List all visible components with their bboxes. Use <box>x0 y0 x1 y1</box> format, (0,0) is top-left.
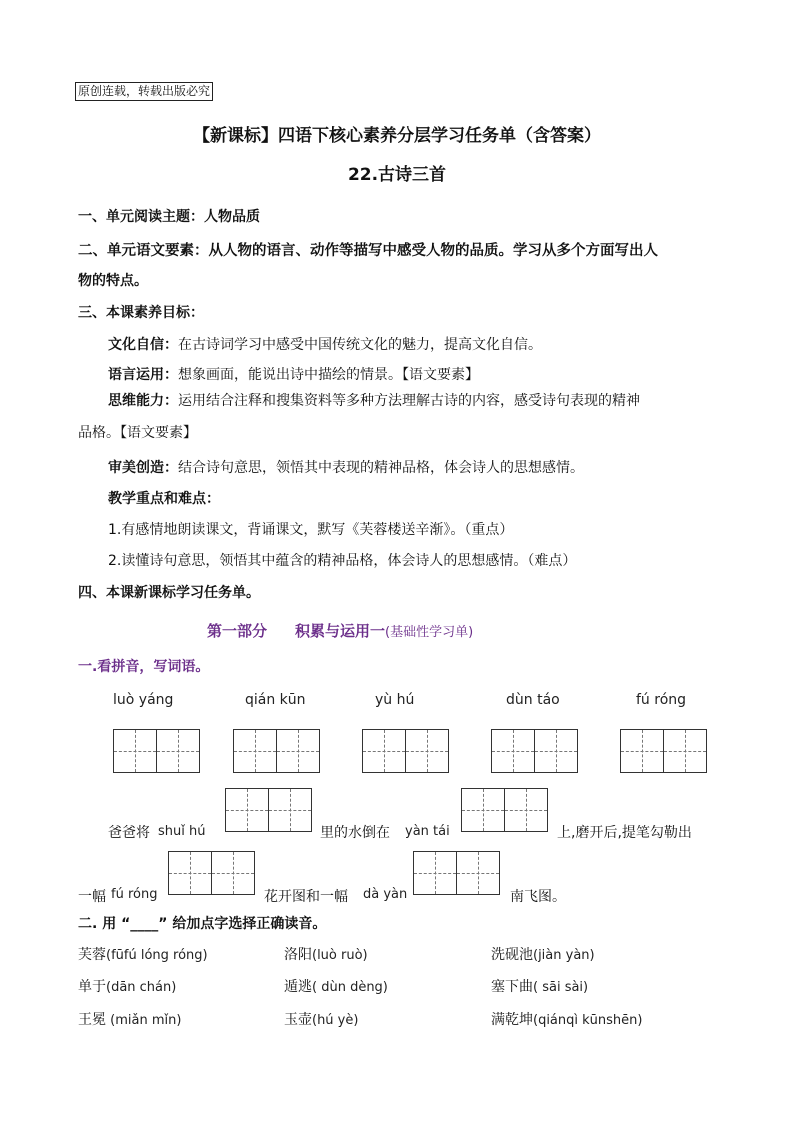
pinyin-5: fú róng <box>636 692 687 708</box>
grid-cell[interactable] <box>211 851 255 895</box>
sentence-1-a: 爸爸将 <box>108 825 150 841</box>
part-name: 积累与运用一 <box>295 622 386 640</box>
key-points-label: 教学重点和难点： <box>108 491 220 507</box>
writing-grid-1[interactable] <box>113 729 200 773</box>
key-point-1: 1.有感情地朗读课文，背诵课文，默写《芙蓉楼送辛渐》。（重点） <box>108 522 514 538</box>
grid-cell[interactable] <box>534 729 578 773</box>
grid-cell[interactable] <box>405 729 449 773</box>
grid-cell[interactable] <box>620 729 664 773</box>
goal-thinking-line2: 品格。【语文要素】 <box>78 425 197 441</box>
grid-cell[interactable] <box>491 729 535 773</box>
sentence-1-grid-2[interactable] <box>461 788 548 832</box>
section-1-label: 一、单元阅读主题： <box>78 209 204 225</box>
writing-grid-2[interactable] <box>233 729 320 773</box>
sentence-2-b: 花开图和一幅 <box>264 889 348 905</box>
reading-word: 单于 <box>78 979 106 995</box>
sentence-2-a: 一幅 <box>78 889 106 905</box>
key-point-2: 2.读懂诗句意思，领悟其中蕴含的精神品格，体会诗人的思想感情。（难点） <box>108 553 577 569</box>
goal-thinking <box>108 390 640 410</box>
copyright-stamp: 原创连载，转载出版必究 <box>75 82 213 101</box>
sentence-1-pinyin-2: yàn tái <box>405 824 450 839</box>
grid-cell[interactable] <box>233 729 277 773</box>
pinyin-3: yù hú <box>375 692 415 708</box>
section-3-label: 三、本课素养目标： <box>78 305 204 321</box>
sentence-2-grid-1[interactable] <box>168 851 255 895</box>
reading-choices: (hú yè) <box>312 1013 359 1028</box>
reading-item-7 <box>78 1009 181 1029</box>
grid-cell[interactable] <box>268 788 312 832</box>
writing-grid-4[interactable] <box>491 729 578 773</box>
sentence-2-pinyin-1: fú róng <box>111 887 158 902</box>
reading-item-6 <box>491 976 588 996</box>
reading-choices: (luò ruò) <box>312 948 368 963</box>
sentence-1-c: 上,磨开后,提笔勾勒出 <box>557 825 692 841</box>
reading-choices: ( dùn dèng) <box>312 980 388 995</box>
section-1-value: 人物品质 <box>204 209 260 225</box>
part-label: 第一部分 <box>207 622 268 640</box>
goal-language-label: 语言运用： <box>108 367 178 383</box>
reading-word: 满乾坤 <box>491 1012 533 1028</box>
sentence-1-b: 里的水倒在 <box>320 825 390 841</box>
reading-choices: (miǎn mǐn) <box>106 1013 182 1028</box>
reading-item-2 <box>284 944 368 964</box>
grid-cell[interactable] <box>156 729 200 773</box>
section-1 <box>78 206 260 226</box>
goal-language-text: 想象画面，能说出诗中描绘的情景。【语文要素】 <box>178 367 479 383</box>
grid-cell[interactable] <box>113 729 157 773</box>
writing-grid-3[interactable] <box>362 729 449 773</box>
question-2-heading <box>78 913 326 933</box>
reading-item-1 <box>78 944 208 964</box>
section-2-line1: 二、单元语文要素：从人物的语言、动作等描写中感受人物的品质。学习从多个方面写出人 <box>78 243 658 259</box>
reading-word: 芙蓉 <box>78 947 106 963</box>
reading-word: 洗砚池 <box>491 947 533 963</box>
section-2-line2: 物的特点。 <box>78 273 148 289</box>
grid-cell[interactable] <box>362 729 406 773</box>
goal-culture <box>108 334 542 354</box>
pinyin-2: qián kūn <box>245 692 306 708</box>
reading-choices: (qiánqì kūnshēn) <box>533 1013 643 1028</box>
sentence-2-grid-2[interactable] <box>413 851 500 895</box>
lesson-title: 22.古诗三首 <box>347 165 447 185</box>
reading-item-3 <box>491 944 595 964</box>
sentence-2-pinyin-2: dà yàn <box>363 887 408 902</box>
writing-grid-5[interactable] <box>620 729 707 773</box>
reading-choices: (dān chán) <box>106 980 177 995</box>
reading-word: 玉壶 <box>284 1012 312 1028</box>
grid-cell[interactable] <box>456 851 500 895</box>
reading-choices: (fūfú lóng róng) <box>106 948 208 963</box>
reading-choices: ( sāi sài) <box>533 980 589 995</box>
reading-word: 塞下曲 <box>491 979 533 995</box>
grid-cell[interactable] <box>276 729 320 773</box>
goal-thinking-label: 思维能力： <box>108 393 178 409</box>
reading-item-8 <box>284 1009 358 1029</box>
part-note: (基础性学习单) <box>385 625 474 640</box>
reading-choices: (jiàn yàn) <box>533 948 595 963</box>
reading-item-4 <box>78 976 176 996</box>
question-1-heading: 一.看拼音，写词语。 <box>78 659 210 675</box>
section-4: 四、本课新课标学习任务单。 <box>78 585 260 601</box>
grid-cell[interactable] <box>504 788 548 832</box>
goal-culture-label: 文化自信： <box>108 337 178 353</box>
goal-thinking-text: 运用结合注释和搜集资料等多种方法理解古诗的内容，感受诗句表现的精神 <box>178 393 640 409</box>
goal-aesthetic-label: 审美创造： <box>108 460 178 476</box>
goal-aesthetic <box>108 457 584 477</box>
goal-culture-text: 在古诗词学习中感受中国传统文化的魅力，提高文化自信。 <box>178 337 542 353</box>
goal-language <box>108 364 479 384</box>
grid-cell[interactable] <box>225 788 269 832</box>
sentence-1-pinyin-1: shuǐ hú <box>158 824 206 839</box>
reading-word: 遁逃 <box>284 979 312 995</box>
question-2-heading-b: ” 给加点字选择正确读音。 <box>158 916 327 932</box>
reading-item-5 <box>284 976 388 996</box>
grid-cell[interactable] <box>413 851 457 895</box>
sentence-2-c: 南飞图。 <box>510 889 566 905</box>
pinyin-1: luò yáng <box>113 692 174 708</box>
reading-word: 王冕 <box>78 1012 106 1028</box>
part-heading <box>207 620 473 641</box>
grid-cell[interactable] <box>461 788 505 832</box>
grid-cell[interactable] <box>168 851 212 895</box>
pinyin-4: dùn táo <box>506 692 560 708</box>
reading-item-9 <box>491 1009 642 1029</box>
document-title: 【新课标】四语下核心素养分层学习任务单（含答案） <box>193 126 601 146</box>
goal-aesthetic-text: 结合诗句意思，领悟其中表现的精神品格，体会诗人的思想感情。 <box>178 460 584 476</box>
question-2-heading-blank: ____ <box>130 916 159 932</box>
question-2-heading-a: 二. 用 “ <box>78 916 131 932</box>
sentence-1-grid-1[interactable] <box>225 788 312 832</box>
grid-cell[interactable] <box>663 729 707 773</box>
reading-word: 洛阳 <box>284 947 312 963</box>
